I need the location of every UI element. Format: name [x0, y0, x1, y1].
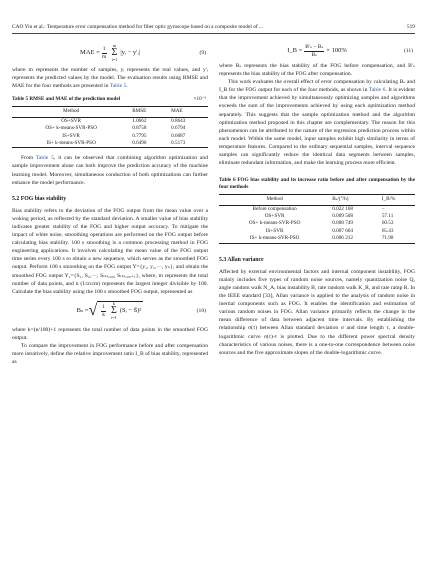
sqrt-symbol: √ $\frac{1}{k}$ k Σ i=1 (Sᵢ − S̄)² [88, 300, 142, 321]
eq11-number: (11) [403, 47, 413, 54]
eq11-fraction [304, 44, 324, 58]
paragraph: where k=(n/100)+1 represents the total number of data points in the smoothed FOG output. [12, 326, 208, 341]
table-5-caption [12, 96, 208, 103]
sigma-symbol: Σ [111, 305, 117, 317]
equation-10 [12, 296, 208, 326]
text: . [126, 83, 128, 90]
eq9-frac-bottom: m [102, 53, 107, 60]
eq10-frac-bottom: k [102, 311, 106, 318]
cell: 0.007 664 [332, 227, 353, 234]
table-6 [219, 194, 415, 243]
table-5 [12, 106, 208, 148]
cell: Before compensation [252, 205, 297, 212]
text: , it can be observed that combining algorithm optimization and sample improvement alone can both improve the prediction accuracy of the machine learning model. Moreover, simultaneous conduction of both optimizations can further enhance the model performance. [12, 155, 209, 186]
cell: 0.022 168 [332, 205, 353, 212]
table-row [219, 213, 415, 220]
paragraph: Bias stability refers to the deviation of the FOG output from the mean value over a woking period, as reflected by the standard deviation. A smaller value of bias stability indicates greater stability of the FOG and higher output accuracy. To mitigate the impact of white noise, smoothing operations are performed on the FOG output before calculating bias stability. 100 s smoothing is a common processing method in FOG engineering applications. It involves calculating the mean value of the FOG output time series every 100 s to obtain a new sequence, which serves as the smoothed FOG output. Perform 100 s smoothing on the FOG output Y={y₁, y₂,···, yₙ}, and obtain the smoothed FOG output Y₁={S₁, S₂,···, S₍ₖ₎₁₀₀, S₍ₖ₎₁₀₀₊₁}, where, m represents the total number of data points, and n (1≤n≤m) represents the largest integer divisible by 100. Calculate the bias stability using the 100 s smoothed FOG output, represented as [12, 207, 208, 295]
unit-note: ×10⁻³ [193, 96, 206, 103]
cell: IS+SVR [265, 227, 284, 234]
cell: 0.006 212 [330, 235, 380, 243]
cell: 0.6490 [130, 140, 169, 148]
eq9-fraction [102, 46, 107, 60]
text: From [21, 155, 36, 162]
eq10-summation [110, 302, 118, 321]
section-heading-5-3: 5.3 Allan variance [219, 256, 264, 263]
cell: 0.8643 [171, 117, 186, 124]
table-row [219, 235, 415, 243]
cell: 0.8758 [132, 125, 147, 132]
eq9-sum-bottom: i=1 [111, 57, 118, 62]
cell: 0.7795 [132, 132, 147, 139]
text: . It is evident that the improvement achieved by simultaneously optimizing samples and algorithms exceeds the sum of the improvements achieved by using each optimization method separately. This suggests that the sample optimization method and the algorithm optimization method proposed in this chapter are complementary. The reason for this phenomenon can be attributed to the nature of the regression prediction process within each model. Within the same model, input samples exhibit high similarity in terms of temperature features. Compared to the ordinary sequential samples, interval sequence samples can significantly reduce the identical data segments between samples, eliminate redundant information, and make the learning process more efficient. [219, 87, 415, 167]
text: where m represents the number of samples, yᵢ represents the real values, and y′ᵢ represents the predicted values by the model. The evaluation results using RMSE and MAE for the four methods are presented in [12, 67, 208, 90]
table-6-link[interactable]: Table 6 [368, 87, 386, 94]
cell: – [381, 205, 385, 212]
cell: 0.009 508 [332, 213, 353, 220]
table-row [12, 125, 208, 132]
paragraph: To compare the improvement in FOG performance before and after compensation more intuitively, define the relative improvement ratio I_B of bias stability, represented as [12, 343, 208, 366]
running-head: CAO Yin et al.: Temperature error compensation method for fiber optic gyroscope based on a composite model of ... [12, 24, 264, 30]
eq9-sum-top: m [112, 42, 117, 48]
table-5-link[interactable]: Table 5 [35, 155, 54, 162]
cell: IS+SVR [62, 132, 80, 139]
cell: IS+ k-means-SVR-PSO [219, 235, 330, 243]
paragraph: Affected by external environmental factors and internal component instability, FOG mainly includes five types of random noise sources, namely quantization noise Q, angle random walk N_A, bias instability B, rate random walk K_R, and rate ramp R. In the IEEE standard [33], Allan variance is applied to the analysis of random noise in inertial components such as FOG. It enables the identification and estimation of various random noises in FOG. Allan variance primarily reflects the change in the mean difference of data between adjacent time intervals. By establishing the relationship σ(τ) between Allan standard deviation σ and time length τ, a double-logarithmic curve σ(τ)-τ is plotted. Due to the different power spectral density characteristics of various noises, there is a one-to-one correspondence between noise sources and the five approximate slopes of the double-logarithmic curve. [219, 268, 415, 356]
page-number: 519 [406, 24, 415, 30]
eq9-frac-top: 1 [102, 46, 106, 52]
cell: 71.98 [380, 235, 415, 243]
table-row [12, 140, 208, 148]
cell: 0.5173 [169, 140, 208, 148]
cell: 60.53 [381, 220, 394, 227]
eq11-tail: × 100% [326, 46, 347, 54]
cell: OS+ k-means-SVR-PSO [248, 220, 301, 227]
paragraph [12, 66, 208, 90]
equation-9 [12, 40, 208, 66]
cell: 65.43 [381, 227, 394, 234]
col-header: Method [219, 195, 330, 205]
eq9-lhs: MAE = [80, 48, 100, 56]
paragraph [219, 78, 415, 167]
eq10-sum-top: k [112, 300, 115, 306]
col-header: Bₛ/(°/h) [330, 195, 380, 205]
table-row [219, 228, 415, 235]
table-row [219, 220, 415, 227]
eq11-lhs: I_B = [287, 46, 303, 54]
sigma-symbol: Σ [111, 47, 118, 58]
eq10-body: (Sᵢ − S̄)² [119, 307, 142, 315]
table-5-link[interactable]: Table 5 [109, 83, 127, 90]
caption-text: Table 5 RMSE and MAE of the prediction model [12, 96, 121, 103]
text: This work evaluates the overall effect of error compensation by calculating Bₛ and I_B for the FOG output for each of the four methods, as shown in [219, 79, 415, 94]
cell: OS+SVR [61, 117, 81, 124]
cell: IS+ k-means-SVR-PSO [12, 140, 130, 148]
col-header: MAE [169, 107, 208, 117]
eq10-sum-bottom: i=1 [111, 315, 117, 321]
eq10-number: (10) [196, 307, 206, 314]
paragraph [12, 154, 208, 186]
section-heading-5-2: 5.2 FOG bias stability [12, 195, 67, 202]
cell: 0.6794 [171, 125, 186, 132]
right-column [219, 40, 415, 357]
eq10-frac-top: 1 [102, 304, 106, 311]
cell: 0.008 749 [332, 220, 353, 227]
table-row [12, 133, 208, 140]
eq11-frac-bottom: Bₛ [311, 51, 318, 58]
left-column [12, 40, 208, 366]
eq10-lhs: Bₛ = [76, 306, 89, 314]
eq9-number: (9) [199, 49, 206, 56]
col-header: Method [12, 107, 130, 117]
cell: 57.11 [381, 213, 394, 220]
eq10-fraction [101, 304, 106, 318]
equation-11 [219, 40, 415, 62]
cell: OS+ k-means-SVR-PSO [45, 125, 97, 132]
table-row [12, 117, 208, 125]
col-header: I_B/% [380, 195, 415, 205]
table-6-caption: Table 6 FOG bias stability and its increase ratio before and after compensation by the four methods [219, 177, 415, 191]
table-row [219, 205, 415, 213]
col-header: RMSE [130, 107, 169, 117]
cell: 0.6087 [171, 132, 186, 139]
paragraph: where Bₛ represents the bias stability of the FOG before compensation, and B′ₛ represents the bias stability of the FOG after compensation. [219, 63, 415, 78]
eq9-summation [111, 44, 119, 63]
eq11-frac-top: B′ₛ − Bₛ [305, 44, 324, 50]
cell: 1.0662 [132, 117, 147, 124]
header-rule [12, 33, 415, 34]
cell: OS+SVR [264, 213, 285, 220]
eq9-body: |yᵢ − y′ᵢ| [120, 48, 140, 56]
